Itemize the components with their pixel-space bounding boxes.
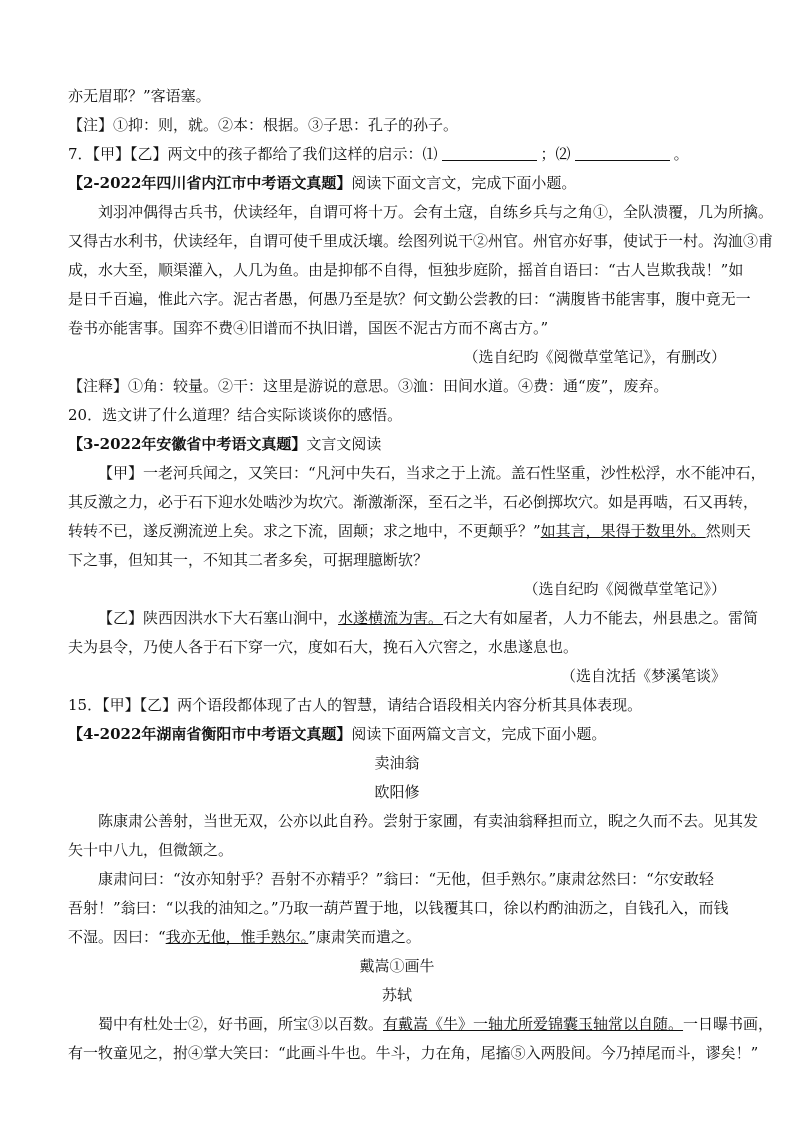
source-label: 【4-2022年湖南省衡阳市中考语文真题】 [68, 725, 352, 743]
article-title: 卖油翁 [374, 754, 420, 772]
passage-line: 成，水大至，顺渠灌入，人几为鱼。由是抑郁不自得，恒独步庭阶，摇首自语曰：“古人岂欺我哉！”如 [68, 261, 744, 279]
passage-line: 刘羽冲偶得古兵书，伏读经年，自谓可将十万。会有土寇，自练乡兵与之角①，全队溃覆，几为所擒。 [98, 203, 774, 221]
passage-text: ”康肃笑而遣之。 [308, 928, 421, 946]
passage-line: 卷书亦能害事。国弈不费④旧谱而不执旧谱，国医不泥古方而不离古方。” [68, 319, 549, 337]
text-line: 亦无眉耶？”客语塞。 [68, 87, 211, 105]
passage-line: 下之事，但知其一，不知其二者多矣，可据理臆断欤？ [68, 551, 429, 569]
passage-text: 石之大有如屋者，人力不能去，州县患之。雷简 [443, 609, 759, 627]
passage-text: 然则天 [705, 522, 751, 540]
passage-text: 【乙】陕西因洪水下大石塞山涧中， [98, 609, 339, 627]
question-15: 15．【甲】【乙】两个语段都体现了古人的智慧，请结合语段相关内容分析其具体表现。 [68, 696, 643, 714]
instruction-text: 文言文阅读 [306, 435, 382, 453]
passage-line: 又得古水利书，伏读经年，自谓可使千里成沃壤。绘图列说干②州官。州官亦好事，使试于一村。沟洫③甫 [68, 232, 774, 250]
document-body [68, 82, 774, 1068]
passage-line: 其反激之力，必于石下迎水处啮沙为坎穴。渐激渐深，至石之半，石必倒掷坎穴。如是再啮，石又再转， [68, 493, 759, 511]
note-line: 【注】①抑：则，就。②本：根据。③子思：孔子的孙子。 [68, 116, 459, 134]
passage-line: 是日千百遍，惟此六字。泥古者愚，何愚乃至是欤？何文勤公尝教的曰：“满腹皆书能害事，腹中竟无一 [68, 290, 751, 308]
passage-line: 康肃问曰：“汝亦知射乎？吾射不亦精乎？”翁曰：“无他，但手熟尔。”康肃忿然曰：“尔安敢轻 [98, 870, 714, 888]
passage-line: 矢十中八九，但微颔之。 [68, 841, 234, 859]
source-label: 【3-2022年安徽省中考语文真题】 [68, 435, 307, 453]
article-author: 欧阳修 [374, 783, 420, 801]
article-author: 苏轼 [381, 986, 412, 1004]
passage-line: 吾射！”翁曰：“以我的油知之。”乃取一葫芦置于地，以钱覆其口，徐以杓酌油沥之，自钱孔入，而钱 [68, 899, 729, 917]
source-label: 【2-2022年四川省内江市中考语文真题】 [68, 174, 352, 192]
passage-line: 有一牧童见之，拊④掌大笑曰：“此画斗牛也。牛斗，力在角，尾搐⑤入两股间。今乃掉尾而斗，谬矣！” [68, 1044, 759, 1062]
passage-line: 夫为县令，乃使人各于石下穿一穴，度如石大，挽石入穴窖之，水患遂息也。 [68, 638, 579, 656]
underlined-sentence: 水遂横流为害。 [338, 609, 444, 627]
section-heading [68, 720, 726, 749]
passage-line: 【甲】一老河兵闻之，又笑曰：“凡河中失石，当求之于上流。盖石性坚重，沙性松浮，水不能冲石， [98, 464, 766, 482]
citation: （选自纪昀《阅微草堂笔记》，有删改） [463, 348, 726, 366]
passage-text: 不湿。因曰：“ [68, 928, 166, 946]
article-title: 戴嵩①画牛 [359, 957, 435, 975]
passage-line [68, 604, 759, 633]
question-20: 20．选文讲了什么道理？结合实际谈谈你的感悟。 [68, 406, 403, 424]
passage-line [68, 517, 751, 546]
question-text: 7．【甲】【乙】两文中的孩子都给了我们这样的启示：⑴ [68, 145, 438, 163]
underlined-sentence: 如其言，果得于数里外。 [540, 522, 706, 540]
passage-text: 转转不已，遂反溯流逆上矣。求之下流，固颠；求之地中，不更颠乎？” [68, 522, 541, 540]
passage-text: 蜀中有杜处士②，好书画，所宝③以百数。 [98, 1015, 384, 1033]
citation: （选自纪昀《阅微草堂笔记》） [523, 580, 726, 598]
question-text: 。 [673, 145, 689, 163]
passage-line [68, 923, 726, 952]
underlined-sentence: 我亦无他，惟手熟尔。 [165, 928, 309, 946]
passage-text: 一日曝书画， [683, 1015, 774, 1033]
passage-line [68, 1010, 774, 1039]
note-line: 【注释】①角：较量。②干：这里是游说的意思。③洫：田间水道。④费：通“废”，废弃。 [68, 377, 669, 395]
instruction-text: 阅读下面文言文，完成下面小题。 [351, 174, 577, 192]
instruction-text: 阅读下面两篇文言文，完成下面小题。 [351, 725, 607, 743]
section-heading [68, 169, 726, 198]
underlined-sentence: 有戴嵩《牛》一轴尤所爱锦囊玉轴常以自随。 [383, 1015, 684, 1033]
passage-line: 陈康肃公善射，当世无双，公亦以此自矜。尝射于家圃，有卖油翁释担而立，睨之久而不去。见其发 [98, 812, 759, 830]
question-7 [68, 140, 726, 169]
answer-blank[interactable] [575, 146, 670, 161]
section-heading [68, 430, 726, 459]
citation: （选自沈括《梦溪笔谈》 [560, 667, 726, 685]
question-text: ；⑵ [540, 145, 571, 163]
answer-blank[interactable] [442, 146, 537, 161]
